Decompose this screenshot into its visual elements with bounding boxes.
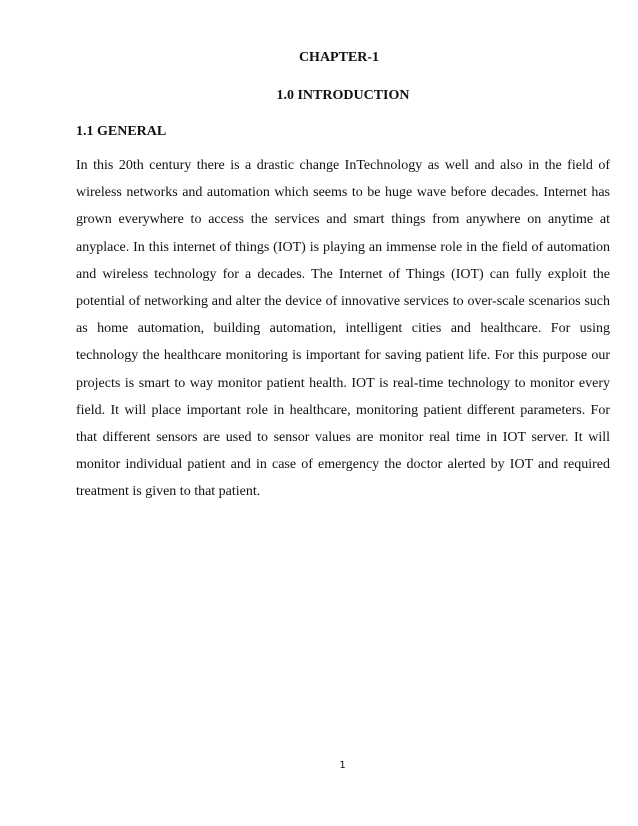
chapter-heading: CHAPTER-1 [298,50,380,65]
page-number: 1 [339,760,346,771]
body-paragraph: In this 20th century there is a drastic change InTechnology as well and also in the field of wireless networks and automation which seems to be huge wave before decades. Internet has grown everywhere to access the services and smart things from anywhere on anytime at anyplace. In this internet of things (IOT) is playing an immense role in the field of automation and wireless technology for a decades. The Internet of Things (IOT) can fully exploit the potential of networking and alter the device of innovative services to over-scale scenarios such as home automation, building automation, intelligent cities and healthcare. For using technology the healthcare monitoring is important for saving patient life. For this purpose our projects is smart to way monitor patient health. IOT is real-time technology to monitor every field. It will place important role in healthcare, monitoring patient different parameters. For that different sensors are used to sensor values are monitor real time in IOT server. It will monitor individual patient and in case of emergency the doctor alerted by IOT and required treatment is given to that patient. [76,158,610,500]
subsection-heading: 1.1 GENERAL [76,124,167,139]
section-heading: 1.0 INTRODUCTION [276,88,410,103]
